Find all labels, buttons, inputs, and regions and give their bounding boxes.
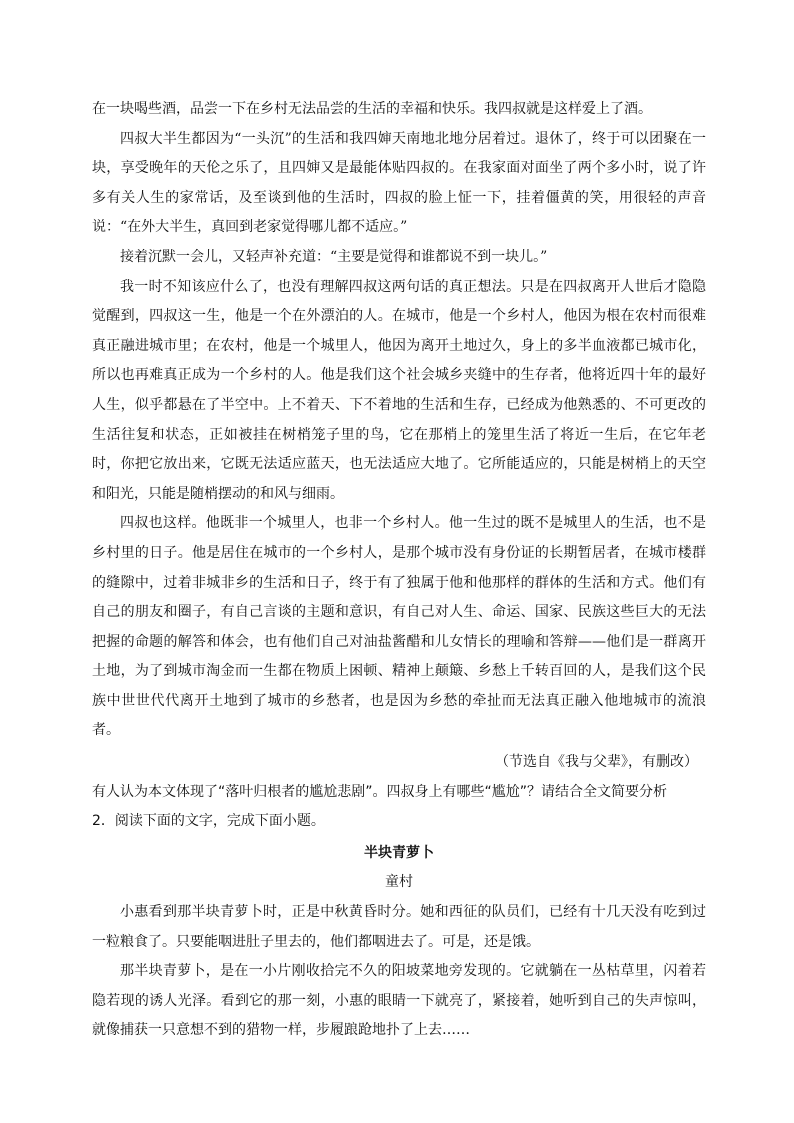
story-author: 童村 [385, 874, 413, 891]
passage-paragraph-1: 在一块喝些酒，品尝一下在乡村无法品尝的生活的幸福和快乐。我四叔就是这样爱上了酒。 [92, 101, 652, 117]
section-2-heading: 2．阅读下面的文字，完成下面小题。 [92, 813, 325, 830]
story-paragraph-1: 小惠看到那半块青萝卜时，正是中秋黄昏时分。她和西征的队员们，已经有十几天没有吃到过一粒粮食了。只要能咽进肚子里去的，他们都咽进去了。可是，还是饿。 [92, 904, 706, 950]
question-prompt: 有人认为本文体现了“落叶归根者的尴尬悲剧”。四叔身上有哪些“尴尬”？请结合全文简要分析 [92, 783, 668, 800]
passage-paragraph-5: 四叔也这样。他既非一个城里人，也非一个乡村人。他一生过的既不是城里人的生活，也不是乡村里的日子。他是居住在城市的一个乡村人，是那个城市没有身份证的长期暂居者，在城市楼群的缝隙中，过着非城非乡的生活和日子，终于有了独属于他和他那样的群体的生活和方式。他们有自己的朋友和圈子，有自己言谈的主题和意识，有自己对人生、命运、国家、民族这些巨大的无法把握的命题的解答和体会，也有他们自己对油盐酱醋和儿女情长的理喻和答辩——他们是一群离开土地，为了到城市淘金而一生都在物质上困顿、精神上颠簸、乡愁上千转百回的人，是我们这个民族中世世代代离开土地到了城市的乡愁者，也是因为乡愁的牵扯而无法真正融入他地城市的流浪者。 [92, 515, 706, 739]
passage-paragraph-2: 四叔大半生都因为“一头沉”的生活和我四婶天南地北地分居着过。退休了，终于可以团聚在一块，享受晚年的天伦之乐了，且四婶又是最能体贴四叔的。在我家面对面坐了两个多小时，说了许多有关人生的家常话，及至谈到他的生活时，四叔的脸上怔一下，挂着僵黄的笑，用很轻的声音说：“在外大半生，真回到老家觉得哪儿都不适应。” [92, 130, 706, 236]
passage-paragraph-4: 我一时不知该应什么了，也没有理解四叔这两句话的真正想法。只是在四叔离开人世后才隐隐觉醒到，四叔这一生，他是一个在外漂泊的人。在城市，他是一个乡村人，他因为根在农村而很难真正融进城市里；在农村，他是一个城里人，他因为离开土地过久，身上的多半血液都已城市化，所以也再难真正成为一个乡村的人。他是我们这个社会城乡夹缝中的生存者，他将近四十年的最好人生，似乎都悬在了半空中。上不着天、下不着地的生活和生存，已经成为他熟悉的、不可更改的生活往复和状态，正如被挂在树梢笼子里的鸟，它在那梢上的笼里生活了将近一生后，在它年老时，你把它放出来，它既无法适应蓝天，也无法适应大地了。它所能适应的，只能是树梢上的天空和阳光，只能是随梢摆动的和风与细雨。 [92, 278, 706, 502]
passage-paragraph-3: 接着沉默一会儿，又轻声补充道：“主要是觉得和谁都说不到一块儿。” [120, 248, 548, 265]
story-paragraph-2: 那半块青萝卜，是在一小片刚收拾完不久的阳坡菜地旁发现的。它就躺在一丛枯草里，闪着若隐若现的诱人光泽。看到它的那一刻，小惠的眼睛一下就亮了，紧接着，她听到自己的失声惊叫，就像捕获一只意想不到的猎物一样，步履踉跄地扑了上去…… [92, 963, 706, 1039]
passage-source-note: （节选自《我与父辈》，有删改） [495, 754, 698, 771]
story-title: 半块青萝卜 [364, 844, 434, 861]
document-page [92, 95, 706, 1046]
